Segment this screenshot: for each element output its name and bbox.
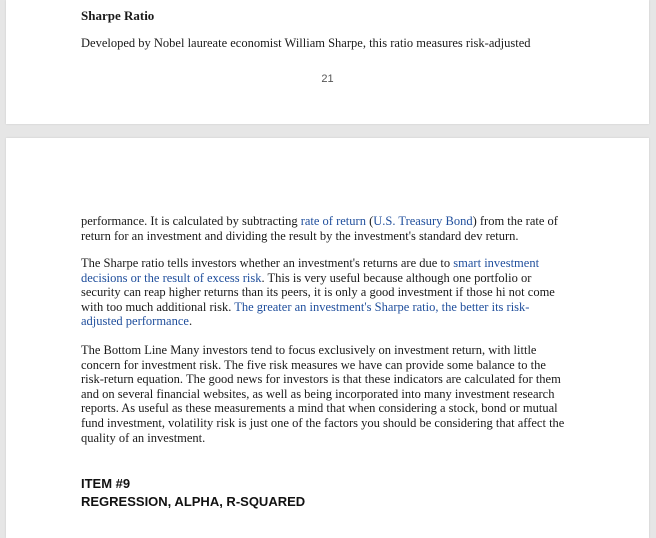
paragraph-calculation [81, 214, 571, 243]
item-number-heading: ITEM #9 [81, 476, 131, 491]
link-smart-investment[interactable]: smart investment decisions or the result of excess risk [81, 256, 540, 285]
link-rate-of-return[interactable]: rate of return [300, 214, 366, 228]
document-page-top [6, 0, 649, 124]
text: The Sharpe ratio tells investors whether an investment's returns are due to [81, 256, 454, 270]
paragraph-bottom-line: The Bottom Line Many investors tend to focus exclusively on investment return, with little concern for investment risk. The five risk measures we have can provide some balance to the risk-return equation. The good news for investors is that these indicators are calculated for them and on several financial websites, as well as being incorporated into many investment research reports. As useful as these measurements a mind that when considering a stock, bond or mutual fund investment, volatility risk is just one of the factors you should be considering that affect the quality of an investment. [81, 343, 565, 445]
page-number: 21 [321, 73, 334, 85]
item-name-heading: REGRESSION, ALPHA, R-SQUARED [81, 494, 306, 509]
text: ( [365, 214, 374, 228]
intro-text: Developed by Nobel laureate economist William Sharpe, this ratio measures risk-adjusted [81, 36, 531, 50]
text: . [188, 314, 193, 329]
document-page-bottom [6, 138, 649, 538]
text: ) from the rate of return for an investment and dividing the result by the investment's standard dev return. [81, 214, 558, 243]
text: performance. It is calculated by subtracting [81, 214, 301, 228]
text: . This is very useful because although one portfolio or security can reap higher returns than its peers, it is only a good investment if those hi not come with too much additional risk. [81, 270, 555, 314]
section-heading: Sharpe Ratio [81, 8, 155, 23]
paragraph-sharpe-explanation [81, 256, 571, 329]
link-treasury-bond[interactable]: U.S. Treasury Bond [373, 214, 473, 228]
link-greater-sharpe-ratio[interactable]: The greater an investment's Sharpe ratio, the better its risk-adjusted performance [81, 299, 530, 329]
